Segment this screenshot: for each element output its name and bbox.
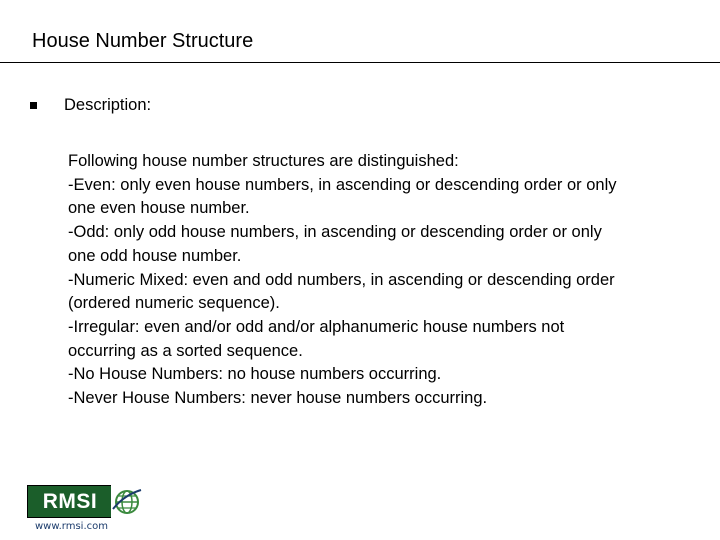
rmsi-logo [27, 485, 143, 535]
body-line: -No House Numbers: no house numbers occurring. [68, 365, 442, 384]
body-line: -Even: only even house numbers, in ascending or descending order or only [68, 175, 617, 194]
bullet-icon [30, 102, 37, 109]
page-title: House Number Structure [32, 30, 254, 52]
description-bullet [30, 96, 151, 115]
body-line: one odd house number. [68, 246, 242, 265]
body-line: -Irregular: even and/or odd and/or alphanumeric house numbers not [68, 317, 565, 336]
title-divider [0, 62, 720, 63]
body-line: -Never House Numbers: never house numbers occurring. [68, 389, 488, 408]
body-line: Following house number structures are distinguished: [68, 152, 459, 170]
body-line: -Numeric Mixed: even and odd numbers, in ascending or descending order [68, 270, 615, 289]
body-line: -Odd: only odd house numbers, in ascending or descending order or only [68, 223, 602, 242]
logo-brand-box: RMSI [27, 485, 113, 518]
bullet-label: Description: [64, 96, 152, 114]
description-body [68, 150, 698, 411]
globe-icon [111, 485, 143, 518]
body-line: (ordered numeric sequence). [68, 294, 280, 313]
body-line: one even house number. [68, 199, 250, 218]
body-line: occurring as a sorted sequence. [68, 341, 303, 360]
logo-url: www.rmsi.com [35, 521, 108, 532]
